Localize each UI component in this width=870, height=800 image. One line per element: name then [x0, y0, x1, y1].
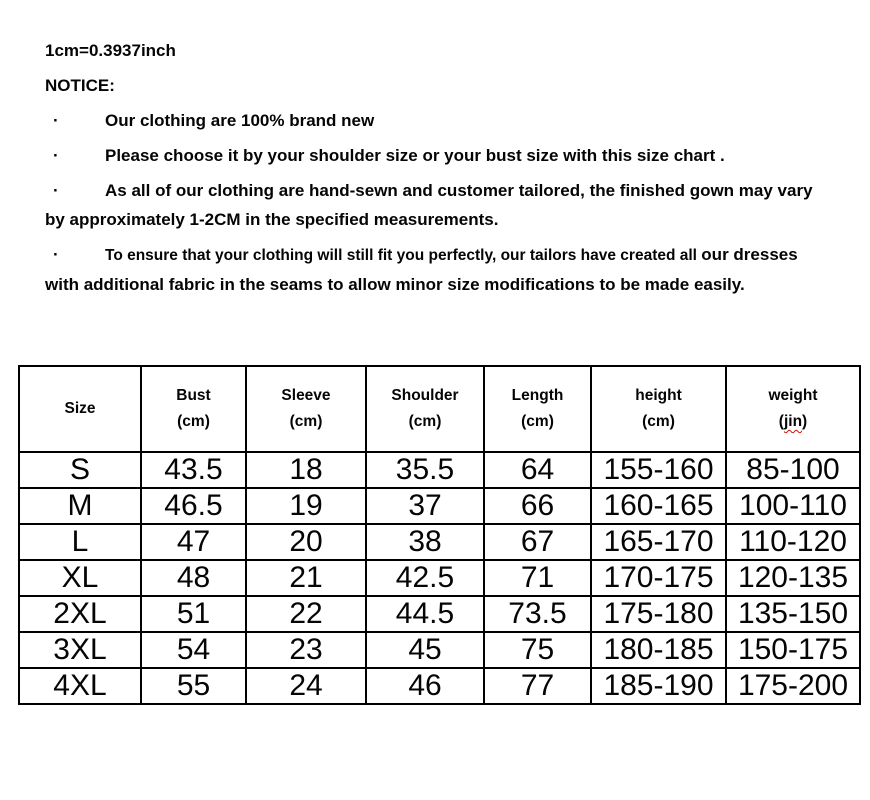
- cell-sleeve: 21: [246, 560, 366, 596]
- notice-bullet-text: Please choose it by your shoulder size or your bust size with this size chart .: [105, 146, 725, 165]
- cell-length: 67: [484, 524, 591, 560]
- notice-bullet-text: As all of our clothing are hand-sewn and customer tailored, the finished gown may vary by approximately 1-2CM in the specified measurements.: [45, 181, 813, 229]
- cell-height: 170-175: [591, 560, 726, 596]
- bullet-dot-icon: ·: [53, 146, 59, 165]
- unit-paren-close: ): [802, 413, 808, 430]
- column-unit: (cm): [408, 413, 442, 430]
- cell-shoulder: 44.5: [366, 596, 484, 632]
- header-row: [19, 366, 860, 452]
- cell-bust: 46.5: [141, 488, 246, 524]
- unit-paren-open: (: [778, 413, 784, 430]
- cell-height: 180-185: [591, 632, 726, 668]
- notice-heading: NOTICE:: [45, 76, 115, 95]
- column-label: Sleeve: [281, 387, 331, 404]
- cell-shoulder: 38: [366, 524, 484, 560]
- column-unit: (cm): [521, 413, 554, 430]
- cell-bust: 43.5: [141, 452, 246, 488]
- bullet-dot-icon: ·: [53, 181, 59, 200]
- column-header-weight: [726, 366, 860, 452]
- table-row: [19, 560, 860, 596]
- column-header-sleeve: [246, 366, 366, 452]
- cell-size: M: [19, 488, 141, 524]
- cell-shoulder: 35.5: [366, 452, 484, 488]
- cell-size: 2XL: [19, 596, 141, 632]
- cell-shoulder: 45: [366, 632, 484, 668]
- notice-bullet-extra-fabric: [45, 240, 818, 299]
- cell-length: 73.5: [484, 596, 591, 632]
- cell-length: 66: [484, 488, 591, 524]
- conversion-note: 1cm=0.3937inch: [45, 41, 176, 60]
- cell-weight: 175-200: [726, 668, 860, 704]
- column-label: height: [635, 387, 682, 404]
- cell-length: 64: [484, 452, 591, 488]
- column-header-bust: [141, 366, 246, 452]
- cell-height: 160-165: [591, 488, 726, 524]
- table-row: [19, 488, 860, 524]
- table-row: [19, 452, 860, 488]
- column-header-shoulder: [366, 366, 484, 452]
- size-chart-body: [19, 452, 860, 704]
- cell-height: 175-180: [591, 596, 726, 632]
- cell-bust: 51: [141, 596, 246, 632]
- cell-bust: 54: [141, 632, 246, 668]
- cell-sleeve: 18: [246, 452, 366, 488]
- cell-bust: 47: [141, 524, 246, 560]
- table-row: [19, 524, 860, 560]
- cell-length: 71: [484, 560, 591, 596]
- column-label: Bust: [176, 387, 211, 404]
- bullet-dot-icon: ·: [53, 111, 59, 130]
- cell-bust: 48: [141, 560, 246, 596]
- table-row: [19, 668, 860, 704]
- cell-weight: 110-120: [726, 524, 860, 560]
- table-row: [19, 632, 860, 668]
- cell-height: 155-160: [591, 452, 726, 488]
- cell-shoulder: 42.5: [366, 560, 484, 596]
- column-unit: (cm): [177, 413, 210, 430]
- cell-size: 3XL: [19, 632, 141, 668]
- cell-sleeve: 22: [246, 596, 366, 632]
- column-label: weight: [768, 387, 818, 404]
- size-chart-header: [19, 366, 860, 452]
- cell-weight: 100-110: [726, 488, 860, 524]
- bullet-dot-icon: ·: [53, 245, 59, 264]
- cell-height: 185-190: [591, 668, 726, 704]
- cell-weight: 85-100: [726, 452, 860, 488]
- cell-bust: 55: [141, 668, 246, 704]
- cell-sleeve: 20: [246, 524, 366, 560]
- cell-height: 165-170: [591, 524, 726, 560]
- cell-sleeve: 23: [246, 632, 366, 668]
- cell-size: XL: [19, 560, 141, 596]
- cell-length: 75: [484, 632, 591, 668]
- cell-size: 4XL: [19, 668, 141, 704]
- cell-size: S: [19, 452, 141, 488]
- unit-word-misspelled: jin: [783, 413, 803, 430]
- cell-length: 77: [484, 668, 591, 704]
- column-header-size: [19, 366, 141, 452]
- column-label: Shoulder: [391, 387, 459, 404]
- notice-bullet-text: our dresses with additional fabric in the seams to allow minor size modifications to be made easily.: [45, 245, 798, 294]
- cell-shoulder: 37: [366, 488, 484, 524]
- cell-weight: 135-150: [726, 596, 860, 632]
- size-chart-table: [18, 365, 861, 705]
- column-header-length: [484, 366, 591, 452]
- table-row: [19, 596, 860, 632]
- cell-weight: 150-175: [726, 632, 860, 668]
- column-label: Size: [64, 400, 96, 417]
- notice-block: [45, 36, 818, 299]
- notice-bullet-text: Our clothing are 100% brand new: [105, 111, 375, 130]
- column-unit: [727, 409, 859, 435]
- cell-sleeve: 24: [246, 668, 366, 704]
- column-unit: (cm): [642, 413, 675, 430]
- notice-bullet-text-small: To ensure that your clothing will still fit you perfectly, our tailors have created all: [105, 247, 702, 264]
- cell-size: L: [19, 524, 141, 560]
- notice-bullet-choose-size: [45, 141, 818, 170]
- column-label: Length: [511, 387, 564, 404]
- column-unit: (cm): [289, 413, 323, 430]
- notice-bullet-hand-sewn: [45, 176, 818, 234]
- cell-weight: 120-135: [726, 560, 860, 596]
- cell-sleeve: 19: [246, 488, 366, 524]
- cell-shoulder: 46: [366, 668, 484, 704]
- column-header-height: [591, 366, 726, 452]
- notice-bullet-brand-new: [45, 106, 818, 135]
